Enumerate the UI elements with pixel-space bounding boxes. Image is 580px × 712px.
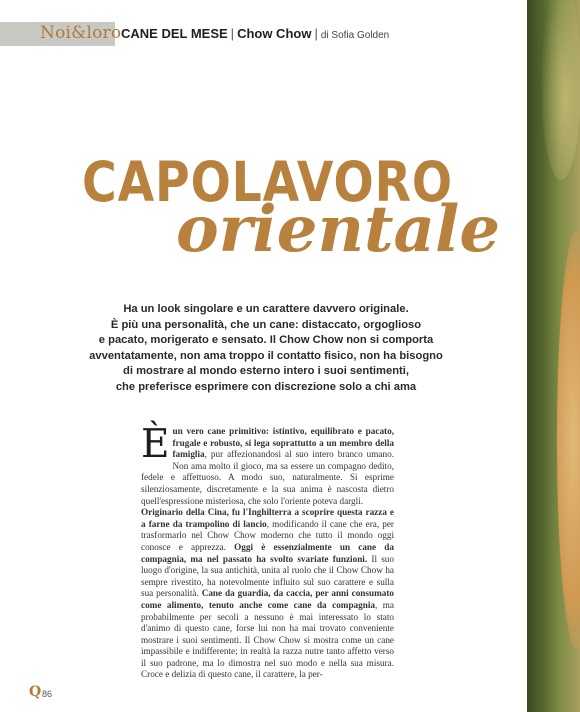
body-span: , modificando il cane che era, per trasformarlo nel Chow Chow moderno che tutto il mondo oggi conosce e apprezza. bbox=[141, 518, 394, 552]
lead-paragraph bbox=[80, 302, 452, 396]
body-span: , pur affezionandosi al suo intero branco umano. Non ama molto il gioco, ma sa essere un compagno dedito, fedele e affettuoso. A modo suo, naturalmente. Si esprime silenziosamente, discretamente e la sua anima è nascosta dietro quell'espressione misteriosa, che solo l'oriente poteva dargli. bbox=[141, 449, 394, 506]
lead-line: di mostrare al mondo esterno intero i suoi sentimenti, bbox=[123, 365, 409, 378]
magazine-section-brand: Noi&loro bbox=[40, 23, 122, 43]
author-byline: di Sofia Golden bbox=[320, 30, 390, 41]
chow-chow-photo bbox=[527, 0, 580, 712]
lead-line: e pacato, morigerato e sensato. Il Chow Chow non si comporta bbox=[98, 334, 434, 347]
body-bold-span: Cane da guardia, da caccia, per anni consumato come alimento, tenuto anche come cane da compagnia bbox=[141, 588, 394, 610]
magazine-logo: Q bbox=[29, 684, 42, 700]
headline-line-1: CAPOLAVORO bbox=[82, 150, 453, 214]
section-header bbox=[121, 26, 389, 41]
drop-cap: È bbox=[141, 422, 170, 467]
body-bold-span: Oggi è essenzialmente un cane da compagnia, ma nel passato ha svolto svariate funzioni. bbox=[141, 541, 394, 564]
lead-line: Ha un look singolare e un carattere davvero originale. bbox=[123, 303, 409, 315]
breed-name: Chow Chow bbox=[237, 26, 312, 41]
headline-line-2: orientale bbox=[176, 192, 501, 267]
body-bold-span: un vero cane primitivo: istintivo, equilibrato e pacato, frugale e robusto, si lega soprattutto a un membro della famiglia bbox=[172, 426, 394, 460]
body-bold-span: Originario della Cina, fu l'Inghilterra a scoprire questa razza e a farne da trampolino di lancio bbox=[141, 507, 394, 529]
photo-dog-fur bbox=[557, 230, 580, 650]
body-span: Il suo luogo d'origine, la sua antichità, unita al ruolo che il Chow Chow ha sempre rivestito, ha notevolmente influito sul suo carattere e sulla sua personalità. bbox=[141, 553, 394, 599]
lead-line: È più una personalità, che un cane: distaccato, orgoglioso bbox=[110, 318, 422, 331]
page-number: 86 bbox=[42, 689, 53, 699]
header-separator: | bbox=[230, 26, 235, 41]
section-title: CANE DEL MESE bbox=[121, 26, 228, 41]
photo-foliage bbox=[541, 0, 580, 180]
lead-line: che preferisce esprimere con discrezione solo a chi ama bbox=[115, 380, 417, 393]
body-text bbox=[141, 422, 394, 681]
header-separator-2: | bbox=[314, 26, 318, 41]
lead-line: avventatamente, non ama troppo il contatto fisico, non ha bisogno bbox=[89, 349, 443, 362]
body-span: , ma probabilmente per secoli a nessuno è mai interessato lo stato d'animo di questo cane, forse lui non ha mai trovato conveniente mostrare i suoi sentimenti. Il Chow Chow si mostra come un cane impassibile e indifferente; in realtà la razza nutre tanto affetto verso il suo padrone, ma lo dimostra nel suo modo e nella sua misura. Croce e delizia di questo cane, il carattere, la per- bbox=[141, 599, 394, 680]
